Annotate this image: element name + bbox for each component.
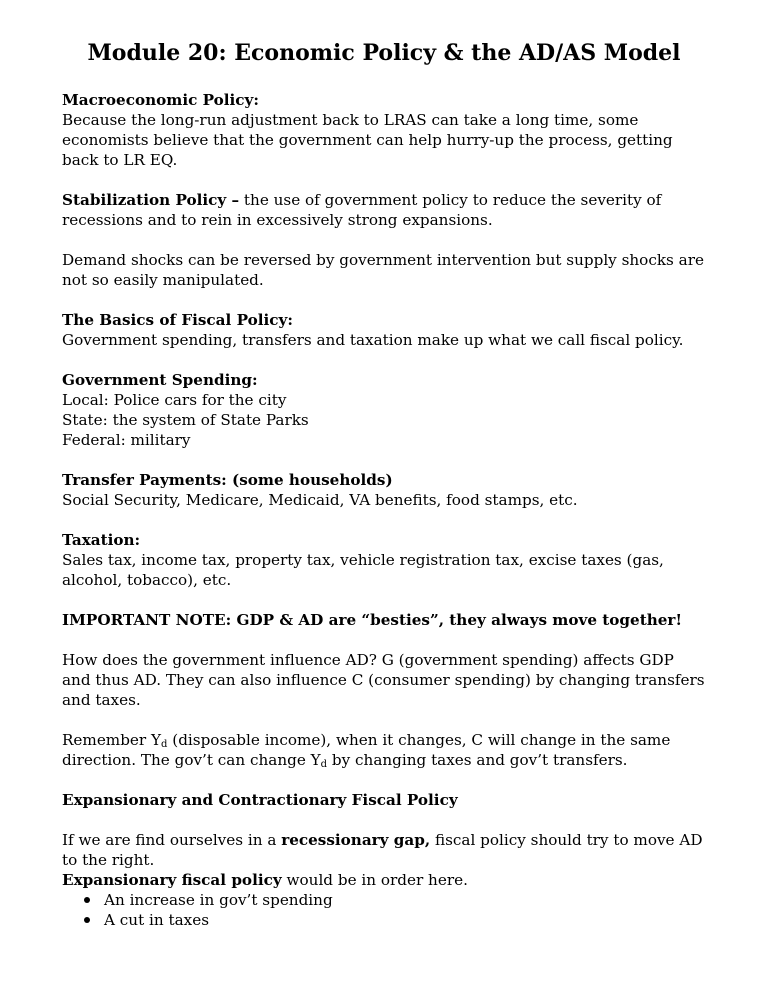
recession-text-2: fiscal policy should try to move AD to the right.	[62, 831, 703, 869]
macro-heading: Macroeconomic Policy:	[62, 91, 259, 109]
demand-shocks-paragraph: Demand shocks can be reversed by government intervention but supply shocks are not so easily manipulated.	[62, 251, 704, 289]
section-taxation	[62, 530, 706, 590]
section-stabilization-policy	[62, 190, 706, 230]
recession-text-1: If we are find ourselves in a	[62, 831, 282, 849]
section-fiscal-basics	[62, 310, 706, 350]
transfers-heading: Transfer Payments: (some households)	[62, 471, 393, 489]
fiscal-basics-heading: The Basics of Fiscal Policy:	[62, 311, 293, 329]
list-item: An increase in gov’t spending	[104, 890, 706, 910]
expansionary-paragraph	[62, 870, 706, 890]
gov-spending-local: Local: Police cars for the city	[62, 391, 287, 409]
page-title: Module 20: Economic Policy & the AD/AS Model	[87, 40, 681, 66]
taxation-text: Sales tax, income tax, property tax, vehicle registration tax, excise taxes (gas, alcohol, tobacco), etc.	[62, 551, 664, 589]
important-note: IMPORTANT NOTE: GDP & AD are “besties”, they always move together!	[62, 611, 683, 629]
yd-text-3: by changing taxes and gov’t transfers.	[327, 751, 628, 769]
stabilization-term: Stabilization Policy –	[62, 191, 240, 209]
section-government-spending	[62, 370, 706, 450]
fiscal-basics-text: Government spending, transfers and taxation make up what we call fiscal policy.	[62, 331, 684, 349]
yd-subscript-1: d	[161, 739, 168, 750]
section-transfer-payments	[62, 470, 706, 510]
exp-con-heading: Expansionary and Contractionary Fiscal Policy	[62, 791, 458, 809]
yd-text-2: (disposable income), when it changes, C will change in the same direction. The gov’t can change Y	[62, 731, 671, 769]
expansionary-text: would be in order here.	[281, 871, 468, 889]
gov-spending-state: State: the system of State Parks	[62, 411, 309, 429]
recessionary-gap-term: recessionary gap,	[281, 831, 431, 849]
recession-paragraph	[62, 830, 706, 870]
yd-subscript-2: d	[320, 759, 328, 770]
expansionary-term: Expansionary fiscal policy	[62, 871, 282, 889]
taxation-heading: Taxation:	[62, 531, 141, 549]
influence-paragraph: How does the government influence AD? G (government spending) affects GDP and thus AD. They can also influence C (consumer spending) by changing transfers and taxes.	[62, 651, 705, 709]
section-macroeconomic-policy	[62, 90, 706, 170]
section-recessionary-gap	[62, 830, 706, 930]
gov-spending-federal: Federal: military	[62, 431, 191, 449]
disposable-income-paragraph	[62, 730, 706, 770]
gov-spending-heading: Government Spending:	[62, 371, 258, 389]
yd-text-1: Remember Y	[62, 731, 162, 749]
transfers-text: Social Security, Medicare, Medicaid, VA benefits, food stamps, etc.	[62, 491, 578, 509]
expansionary-bullet-list	[62, 890, 706, 930]
list-item: A cut in taxes	[104, 910, 706, 930]
macro-text: Because the long-run adjustment back to LRAS can take a long time, some economists believe that the government can help hurry-up the process, getting back to LR EQ.	[62, 111, 673, 169]
stabilization-text: the use of government policy to reduce the severity of recessions and to rein in excessively strong expansions.	[62, 191, 662, 229]
